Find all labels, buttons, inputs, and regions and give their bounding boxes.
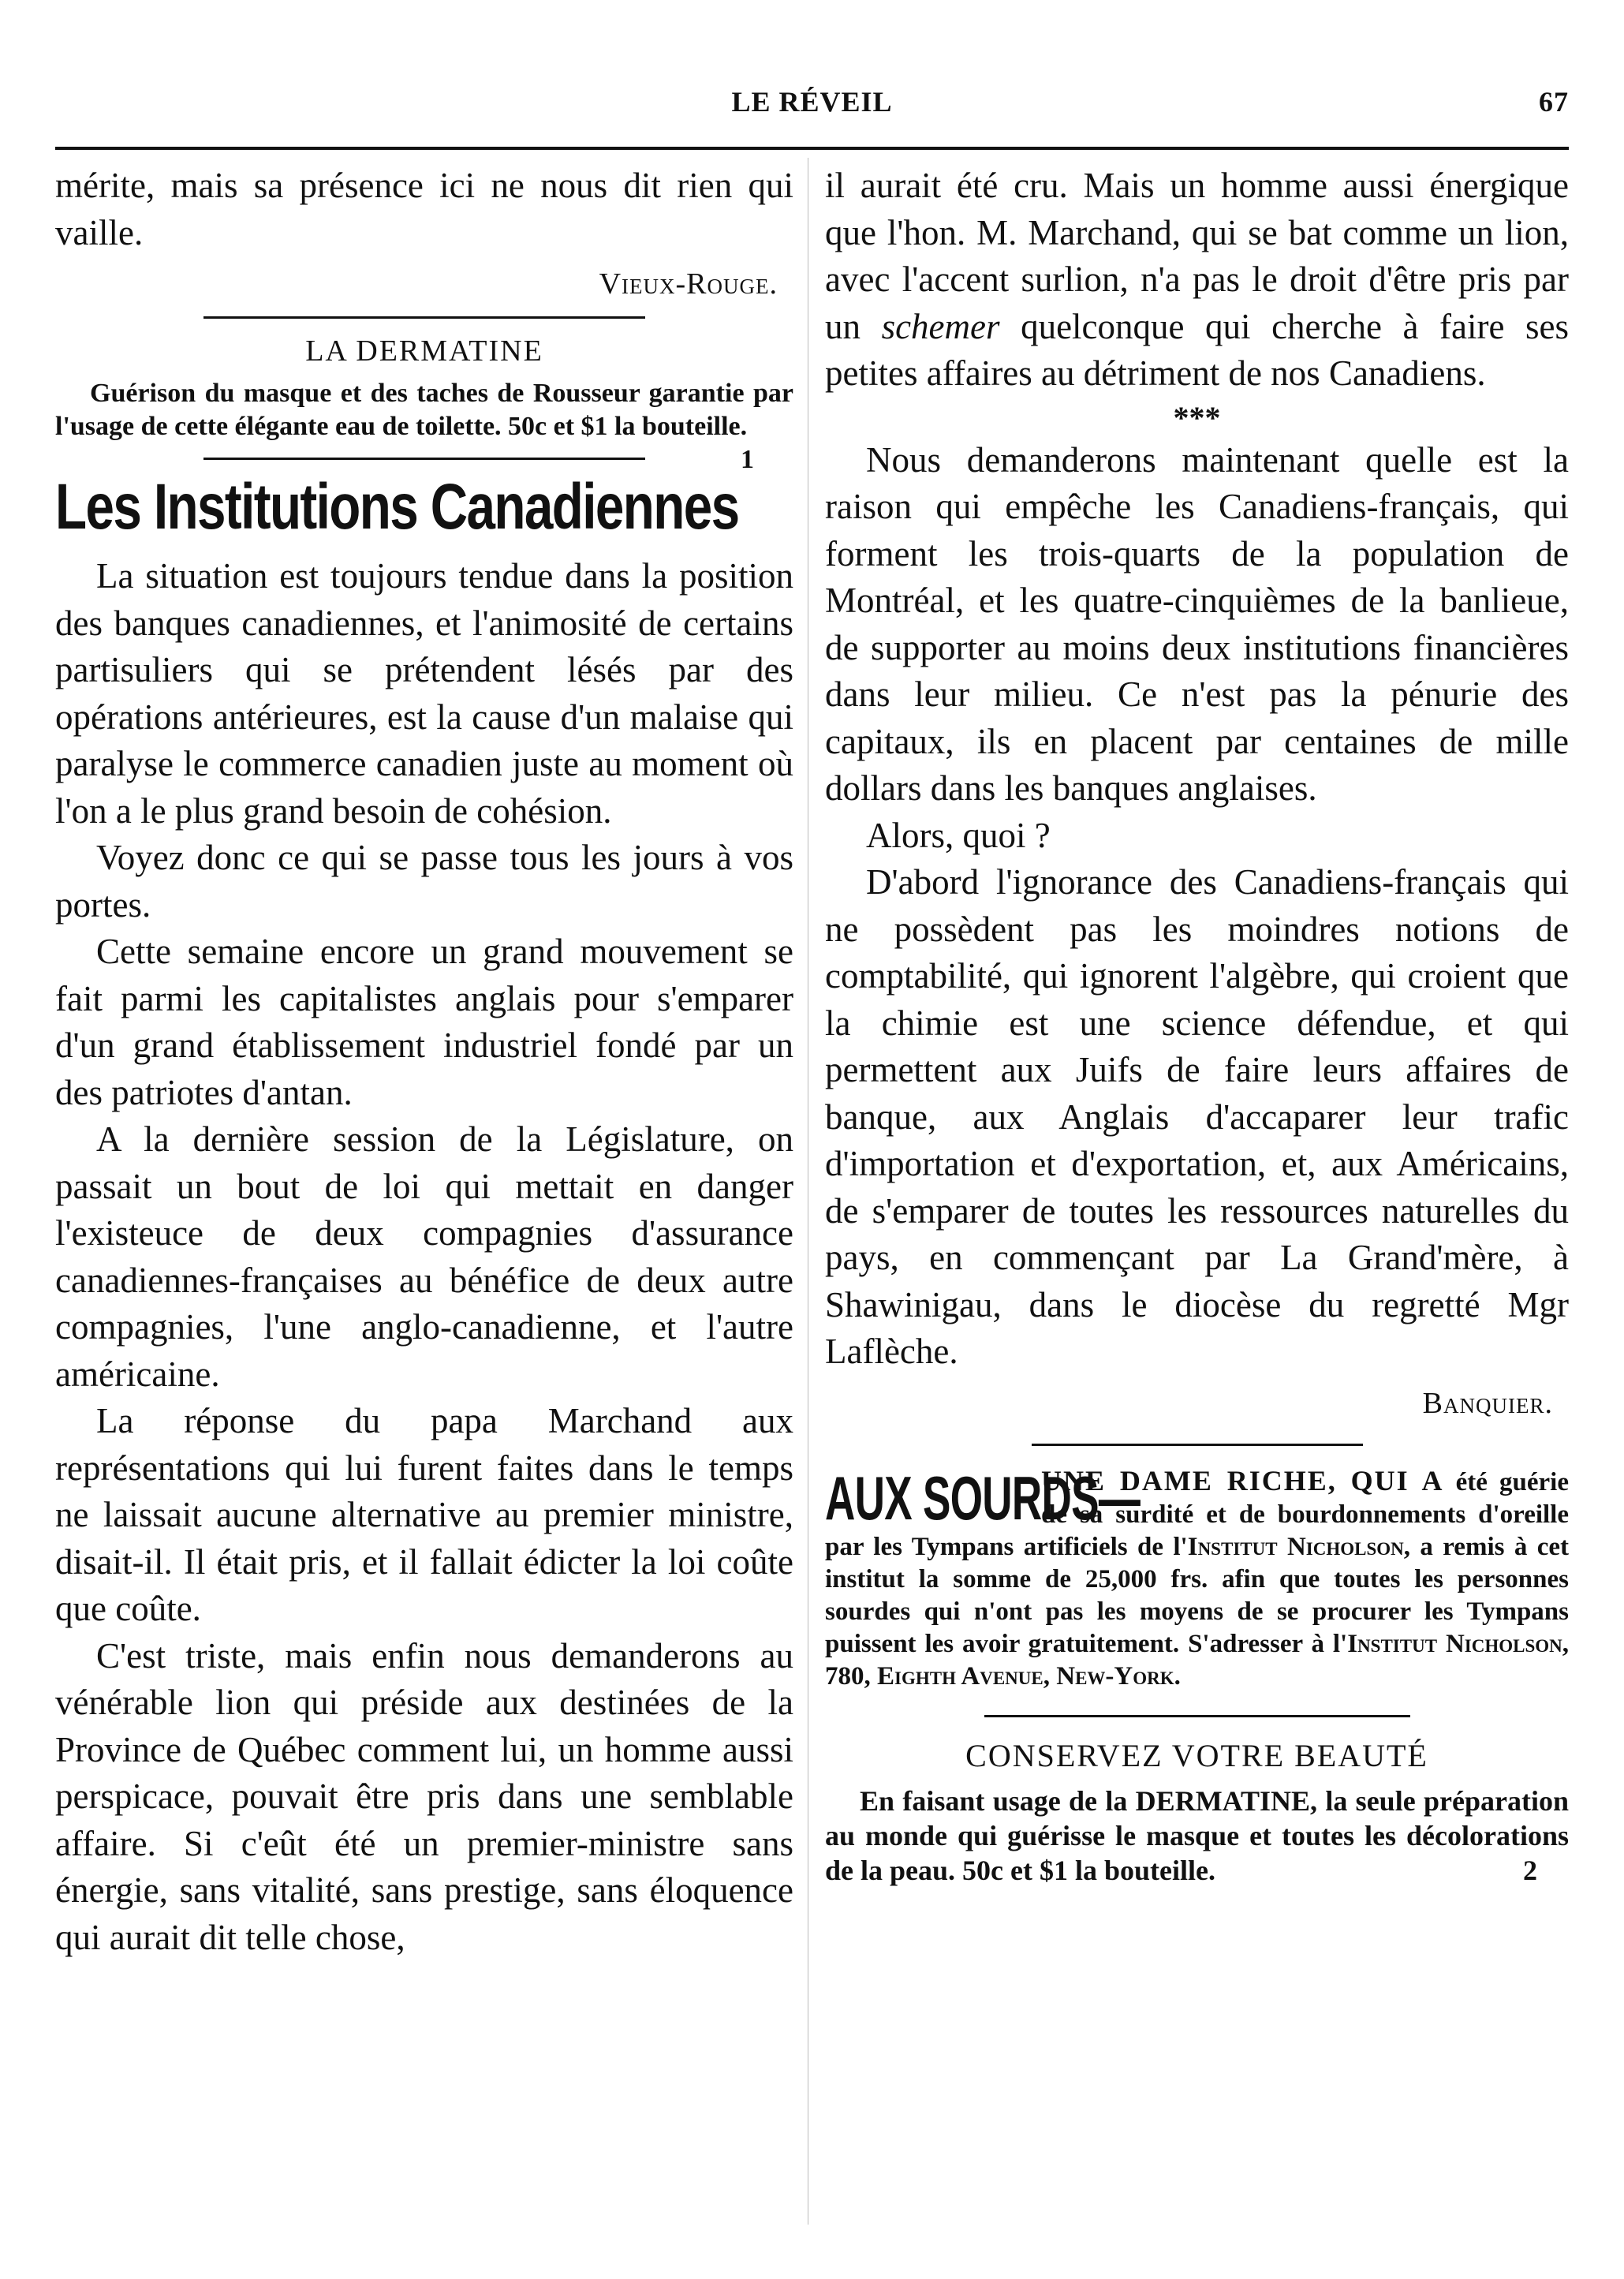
running-head [55, 85, 1569, 133]
article-title: Les Institutions Canadiennes [55, 471, 739, 543]
text-run: quelconque qui cherche à faire ses petites affaires au détriment de nos Canadiens. [825, 306, 1570, 393]
journal-title: LE RÉVEIL [731, 86, 893, 118]
ad-institut: Institut Nicholson [1187, 1532, 1404, 1561]
ad2-body: En faisant usage de la DERMATINE, la seule préparation au monde qui guérisse le masque et toutes les décolorations de la peau. 50c et $1 la bouteille. [825, 1784, 1569, 1886]
notice-number: 1 [741, 445, 754, 474]
ad-lead: UNE DAME RICHE, QUI A [1041, 1464, 1444, 1496]
asterism: *** [1173, 399, 1221, 435]
article-paragraph: Cette semaine encore un grand mouvement se fait parmi les capitalistes anglais pour s'emparer d'un grand établissement industriel fondé par un des patriotes d'antan. [55, 932, 793, 1112]
ad-address: Eighth Avenue, New-York. [877, 1661, 1181, 1691]
article-paragraph: Alors, quoi ? [866, 815, 1051, 855]
article-paragraph: La situation est toujours tendue dans la position des banques canadiennes, et l'animosité de certains partisuliers qui se prétendent lésés par des opérations antérieures, est la cause d'un malaise qui paralyse le commerce canadien juste au moment où l'on a le plus grand besoin de cohésion. [55, 556, 793, 831]
article-paragraph: C'est triste, mais enfin nous demanderons au vénérable lion qui préside aux destinées de la Province de Québec comment lui, un homme aussi perspicace, pouvait être pris dans une semblable affaire. Si c'eût été un premier-ministre sans énergie, sans vitalité, sans prestige, sans éloquence qui aurait dit telle chose, [55, 1635, 793, 1957]
article-paragraph: A la dernière session de la Législature, on passait un bout de loi qui mettait en danger l'existeuce de deux compagnies d'assurance canadiennes-françaises au bénéfice de deux autre compagnies, l'une anglo-canadienne, et l'autre américaine. [55, 1119, 793, 1394]
continued-paragraph: mérite, mais sa présence ici ne nous dit rien qui vaille. [55, 166, 793, 252]
italic-word: schemer [881, 306, 1000, 346]
text-run: il aurait été cru. Mais un homme aussi énergique que l'hon. M. Marchand, qui se bat comme un lion, avec l'accent surlion, n'a pas le droit d'être pris par un [825, 166, 1569, 346]
advertisement-aux-sourds [825, 1465, 1569, 1693]
ad-text: , a remis à cet institut la somme de 25,000 frs. afin que toutes les personnes sourdes qui n'ont pas les moyens de se procurer les Tympans puissent les avoir gratuitement. S'adresser à l' [825, 1532, 1569, 1658]
ad-headline: AUX SOURDS— [825, 1463, 1141, 1533]
article-paragraph: La réponse du papa Marchand aux représentations qui lui furent faites dans le temps ne laissait aucune alternative au premier ministre, disait-il. Il était pris, et il fallait édicter la loi coûte que coûte. [55, 1401, 793, 1628]
notice-text [55, 377, 793, 474]
left-column [55, 163, 793, 1961]
notice-title: LA DERMATINE [305, 334, 543, 368]
signature-vieux-rouge: Vieux-Rouge. [599, 267, 778, 301]
separator-rule [1032, 1444, 1363, 1446]
signature-banquier: Banquier. [1422, 1386, 1553, 1420]
ad-institut: Institut Nicholson [1347, 1629, 1562, 1658]
separator-rule [203, 458, 645, 460]
ad-text: été guérie de sa surdité et de bourdonnements d'oreille par les Tympans artificiels de l' [825, 1467, 1569, 1561]
article-paragraph: Nous demanderons maintenant quelle est la raison qui empêche les Canadiens-français, qui forment les trois-quarts de la population de Montréal, et les quatre-cinquièmes de la banlieue, de supporter au moins deux institutions financières dans leur milieu. Ce n'est pas la pénurie des capitaux, ils en placent par centaines de mille dollars dans les banques anglaises. [825, 439, 1569, 808]
right-column [825, 163, 1569, 1888]
article-paragraph: Voyez donc ce qui se passe tous les jours à vos portes. [55, 838, 793, 925]
separator-rule [984, 1715, 1410, 1717]
ad2-number: 2 [1523, 1854, 1537, 1886]
page-number: 67 [1539, 86, 1569, 118]
ad2-text [825, 1784, 1569, 1888]
separator-rule [203, 316, 645, 319]
ad2-title: CONSERVEZ VOTRE BEAUTÉ [965, 1737, 1428, 1773]
continued-paragraph [825, 163, 1569, 398]
article-paragraph: D'abord l'ignorance des Canadiens-français qui ne possèdent pas les moindres notions de comptabilité, qui ignorent l'algèbre, qui croient que la chimie est une science défendue, et qui permettent aux Juifs de faire leurs affaires de banque, aux Anglais d'accaparer leur trafic d'importation et d'exportation, et, aux Américains, de s'emparer de toutes les ressources naturelles du pays, en commençant par La Grand'mère, à Shawinigau, dans le diocèse du regretté Mgr Laflèche. [825, 862, 1569, 1371]
ad-text: , 780, [825, 1629, 1569, 1691]
header-rule [55, 147, 1569, 150]
notice-body: Guérison du masque et des taches de Rousseur garantie par l'usage de cette élégante eau de toilette. 50c et $1 la bouteille. [55, 379, 793, 441]
